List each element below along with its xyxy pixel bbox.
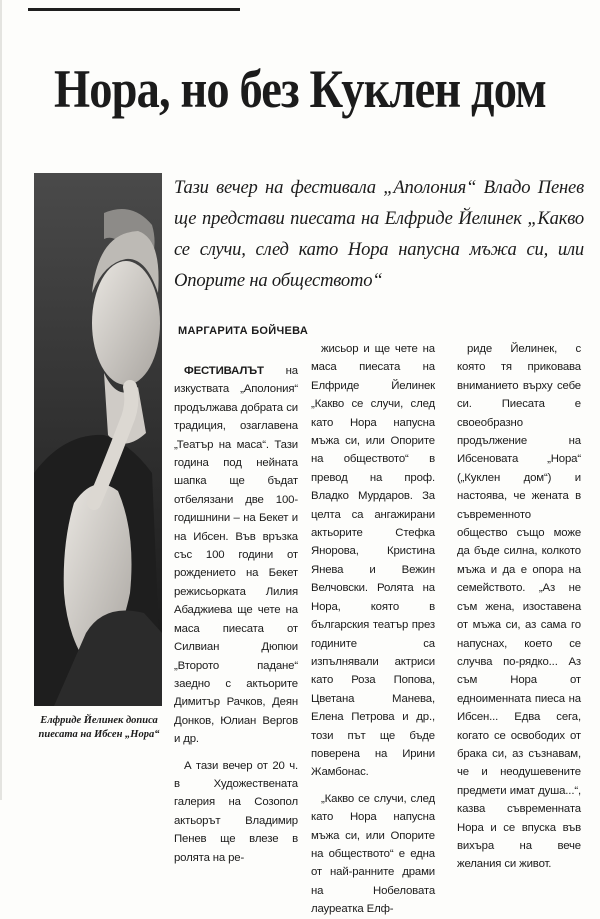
lead-paragraph: Тази вечер на фестивала „Аполония“ Владо Пенев ще представи пиесата на Елфриде Йелинек „Какво се случи, след като Нора напусна мъжа си, или Опорите на обществото“ [174,177,584,291]
headline: Нора, но без Куклен дом [54,59,546,119]
author-byline: МАРГАРИТА БОЙЧЕВА [178,325,309,337]
article-column-2 [311,340,435,919]
photo-caption: Елфриде Йелинек дописа пиесата на Ибсен „Нора“ [38,715,160,741]
scan-edge [0,0,2,800]
article-column-1 [174,362,298,867]
column-1-paragraph-2: А тази вечер от 20 ч. в Художествената галерия на Созопол актьорът Владимир Пенев ще влезе в ролята на ре- [174,759,298,864]
column-1-paragraph-1-text: на изкуствата „Аполония“ продължава добрата си традиция, озаглавена „Театър на маса“. Тази година под нейната шапка ще бъдат отбелязани две 100-годишнини – на Бекет и на Ибсен. Във връзка със 100 години от рождението на Бекет режисьорката Лилия Абаджиева ще чете на маса пиесата от Силвиан Дюпюи „Второто падане“ заедно с актьорите Димитър Рачков, Деян Донков, Юлиан Вергов и др. [174,365,298,746]
column-2-paragraph-1: жисьор и ще чете на маса пиесата на Елфриде Йелинек „Какво се случи, след като Нора напусна мъжа си, или Опорите на обществото“ в превод на проф. Владко Мурдаров. За целта са ангажирани актьорите Стефка Янорова, Кристина Янева и Вежин Велчовски. Ролята на Нора, която в българския театър през годините са изпълнявали актриси като Роза Попова, Цветана Манева, Елена Петрова и др., този път ще бъде поверена на Ирини Жамбонас. [311,343,435,779]
column-2-paragraph-2: „Какво се случи, след като Нора напусна мъжа си, или Опорите на обществото“ е една от най-ранните драми на Нобеловата лауреатка Елф- [311,792,435,916]
header-rule [28,8,240,11]
portrait-photo [34,173,162,706]
lead-word: ФЕСТИВАЛЪТ [184,365,264,377]
portrait-illustration [34,173,162,706]
column-3-paragraph-1: риде Йелинек, с която тя приковава вниманието върху себе си. Пиесата е своеобразно продължение на Ибсеновата „Нора“ („Куклен дом“) и настоява, че жената в съвременното общество също може да бъде силна, колкото мъжа и да е опора на семейството. „Аз не съм жена, изоставена от мъжа си, аз сама го напуснах, което се случва по-рядко... Аз съм Нора от едноименната пиеса на Ибсен... Едва сега, когато се освободих от брака си, аз съзнавам, че и неодушевените предмети имат душа...“, казва съвременната Нора и се впуска във вихъра на вече желания си живот. [457,343,581,871]
column-1-paragraph-1 [174,362,298,749]
article-column-3 [457,340,581,874]
